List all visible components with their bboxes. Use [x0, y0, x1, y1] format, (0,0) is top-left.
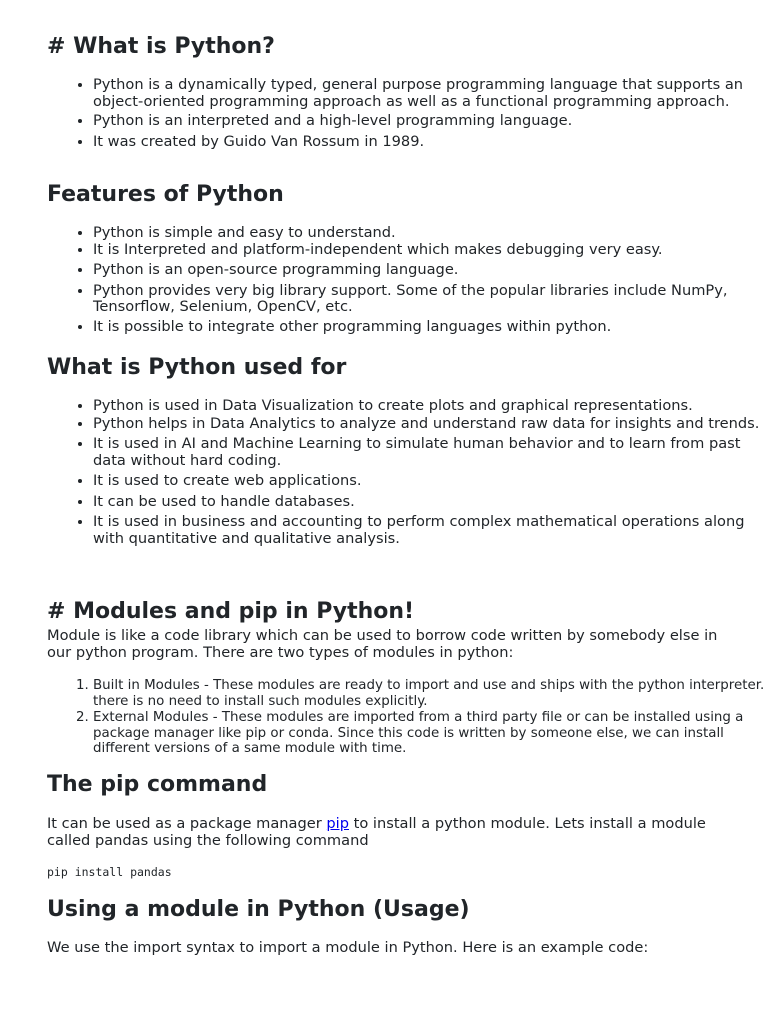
heading-used-for: What is Python used for	[47, 355, 347, 380]
list-item: • It is possible to integrate other programming languages within python.	[93, 319, 768, 336]
heading-pip-command: The pip command	[47, 772, 268, 797]
list-item: 2. External Modules - These modules are imported from a third party file or can be installed using a package manager like pip or conda. Since this code is written by someone else, we can install different versions of a same module with time.	[93, 710, 768, 757]
features-list	[47, 225, 768, 335]
heading-what-is-python: # What is Python?	[47, 34, 275, 59]
list-item: • It is used to create web applications.	[93, 473, 768, 490]
heading-modules-and-pip: # Modules and pip in Python!	[47, 599, 415, 624]
pip-description	[47, 815, 722, 849]
list-item: • It is used in AI and Machine Learning to simulate human behavior and to learn from past data without hard coding.	[93, 436, 768, 469]
list-item: • It was created by Guido Van Rossum in 1989.	[93, 134, 768, 151]
modules-intro: Module is like a code library which can be used to borrow code written by somebody else in our python program. There are two types of modules in python:	[47, 627, 718, 661]
pip-text-after: to install a python module. Lets install a module called pandas using the following command	[47, 815, 706, 849]
list-item: • Python provides very big library support. Some of the popular libraries include NumPy, Tensorflow, Selenium, OpenCV, etc.	[93, 283, 768, 316]
used-for-list	[47, 398, 768, 547]
list-item: • Python is simple and easy to understand.	[93, 225, 768, 242]
list-item: • Python is a dynamically typed, general purpose programming language that supports an object-oriented programming approach as well as a functional programming approach.	[93, 77, 768, 110]
what-is-python-list	[47, 77, 768, 150]
heading-features: Features of Python	[47, 182, 284, 207]
list-item: • Python is an interpreted and a high-level programming language.	[93, 113, 768, 130]
pip-link[interactable]: pip	[326, 815, 349, 832]
list-item: • Python is an open-source programming language.	[93, 262, 768, 279]
code-block: pip install pandas	[47, 865, 172, 879]
usage-text: We use the import syntax to import a module in Python. Here is an example code:	[47, 939, 649, 956]
list-item: 1. Built in Modules - These modules are ready to import and use and ships with the python interpreter. there is no need to install such modules explicitly.	[93, 678, 768, 709]
module-types-list	[47, 678, 768, 757]
list-item: • Python is used in Data Visualization to create plots and graphical representations.	[93, 398, 768, 415]
list-item: • It can be used to handle databases.	[93, 494, 768, 511]
heading-using-module: Using a module in Python (Usage)	[47, 897, 470, 922]
list-item: • Python helps in Data Analytics to analyze and understand raw data for insights and trends.	[93, 416, 768, 433]
list-item: • It is used in business and accounting to perform complex mathematical operations along with quantitative and qualitative analysis.	[93, 514, 768, 547]
list-item: • It is Interpreted and platform-independent which makes debugging very easy.	[93, 242, 768, 259]
pip-text-before: It can be used as a package manager	[47, 815, 327, 832]
